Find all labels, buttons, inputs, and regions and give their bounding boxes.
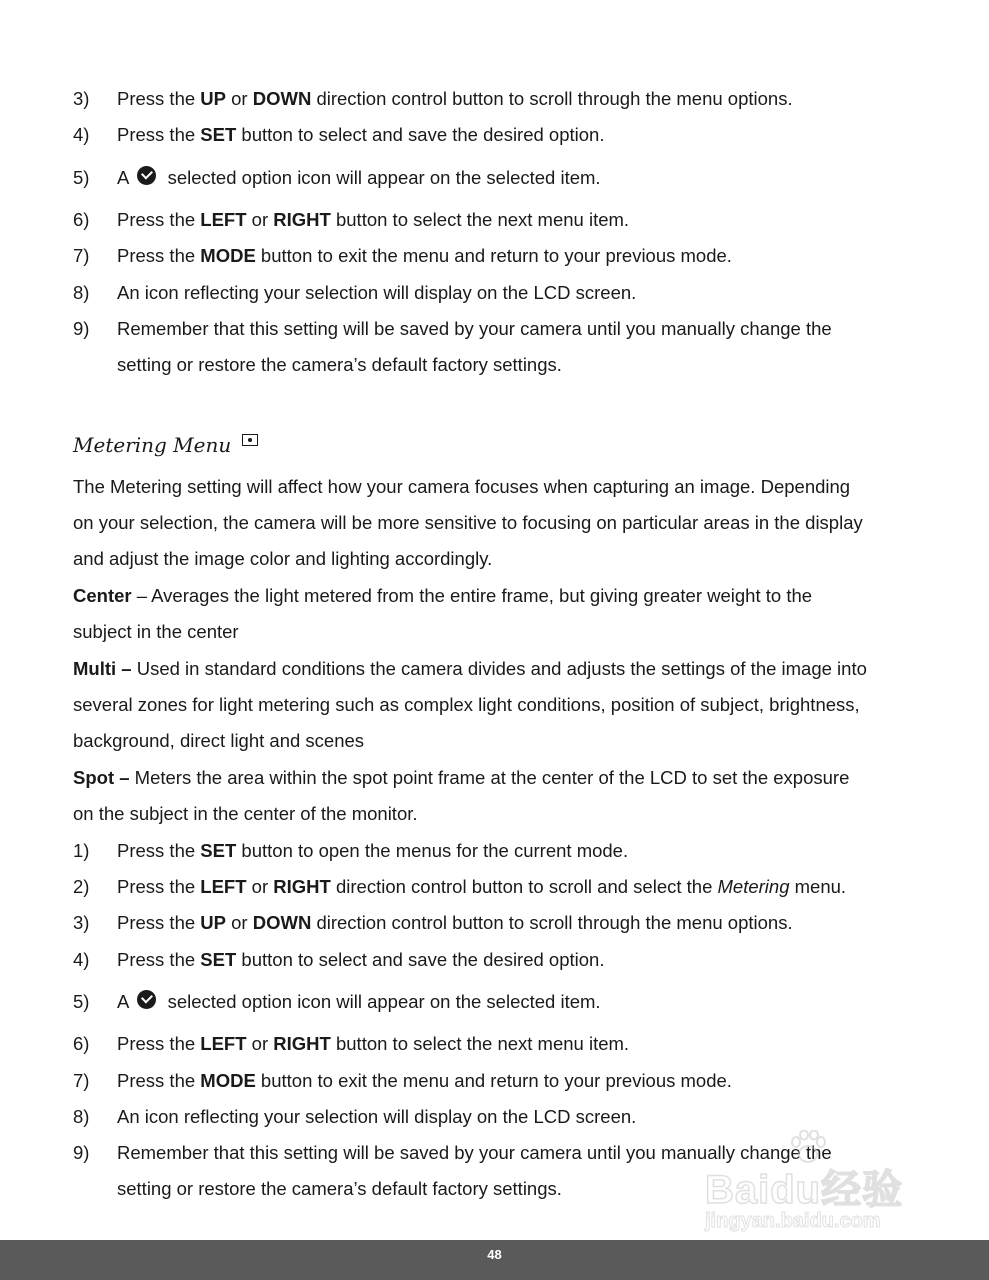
text-run: or: [246, 1033, 274, 1054]
text-run: button to open the menus for the current mode.: [236, 840, 629, 861]
text-run: or: [226, 88, 253, 109]
text-run: A: [117, 167, 134, 188]
text-run: button to select and save the desired option.: [236, 949, 605, 970]
metering-icon: [242, 434, 258, 446]
bold-text: DOWN: [252, 88, 312, 109]
text-run: button to exit the menu and return to your previous mode.: [255, 245, 732, 266]
text-run: Press the: [117, 1070, 201, 1091]
text-run: direction control button to scroll through the menu options.: [311, 88, 793, 109]
watermark-sub: jingyan.baidu.com: [705, 1210, 881, 1232]
paragraph-line: [73, 766, 849, 790]
paragraph-line: [73, 620, 239, 644]
bold-text: Center: [73, 585, 132, 606]
bold-text: Multi –: [73, 658, 132, 679]
paragraph-line: [73, 657, 867, 681]
step-number: 8): [73, 1106, 90, 1127]
step-number: 6): [73, 209, 90, 230]
step-number: 3): [73, 912, 90, 933]
text-run: An icon reflecting your selection will display on the LCD screen.: [117, 1106, 637, 1127]
text-run: selected option icon will appear on the selected item.: [162, 167, 601, 188]
bold-text: MODE: [200, 1070, 256, 1091]
step-number: 8): [73, 282, 90, 303]
text-run: Press the: [117, 245, 201, 266]
bold-text: RIGHT: [273, 209, 331, 230]
step-number: 2): [73, 876, 90, 897]
text-run: or: [226, 912, 253, 933]
bold-text: DOWN: [252, 912, 312, 933]
page-footer: [0, 1240, 989, 1280]
text-run: on the subject in the center of the monitor.: [73, 803, 418, 824]
text-run: button to select and save the desired option.: [236, 124, 605, 145]
step-text: [117, 244, 732, 268]
step-text: [117, 990, 601, 1014]
text-run: direction control button to scroll through the menu options.: [311, 912, 793, 933]
step-text: [117, 1177, 562, 1201]
bold-text: SET: [200, 124, 237, 145]
check-circle-icon: [137, 990, 156, 1009]
step-number: 5): [73, 991, 90, 1012]
watermark-main: Baidu经验: [705, 1168, 904, 1212]
paragraph-line: [73, 802, 418, 826]
step-text: [117, 948, 604, 972]
step-text: [117, 911, 793, 935]
paragraph-line: [73, 693, 860, 717]
text-run: direction control button to scroll and select the: [330, 876, 718, 897]
text-run: An icon reflecting your selection will display on the LCD screen.: [117, 282, 637, 303]
step-text: [117, 123, 604, 147]
step-number: 9): [73, 318, 90, 339]
step-number: 7): [73, 245, 90, 266]
step-text: [117, 839, 628, 863]
step-text: [117, 875, 846, 899]
text-run: setting or restore the camera’s default factory settings.: [117, 1178, 562, 1199]
bold-text: Spot –: [73, 767, 130, 788]
step-text: [117, 1032, 629, 1056]
text-run: Remember that this setting will be saved by your camera until you manually change the: [117, 318, 832, 339]
paragraph-line: [73, 547, 492, 571]
bold-text: LEFT: [200, 1033, 247, 1054]
text-run: Press the: [117, 1033, 201, 1054]
text-run: button to exit the menu and return to your previous mode.: [255, 1070, 732, 1091]
step-number: 1): [73, 840, 90, 861]
text-run: background, direct light and scenes: [73, 730, 365, 751]
step-text: [117, 281, 636, 305]
bold-text: MODE: [200, 245, 256, 266]
text-run: several zones for light metering such as complex light conditions, position of subject, brightness,: [73, 694, 860, 715]
bold-text: LEFT: [200, 209, 247, 230]
step-number: 4): [73, 124, 90, 145]
check-circle-icon: [137, 166, 156, 185]
text-run: or: [246, 876, 274, 897]
bold-text: SET: [200, 840, 237, 861]
text-run: selected option icon will appear on the selected item.: [162, 991, 601, 1012]
step-text: [117, 87, 793, 111]
text-run: button to select the next menu item.: [330, 209, 630, 230]
bold-text: RIGHT: [273, 876, 331, 897]
step-text: [117, 317, 832, 341]
text-run: A: [117, 991, 134, 1012]
step-text: [117, 353, 562, 377]
paragraph-line: [73, 511, 863, 535]
text-run: Meters the area within the spot point frame at the center of the LCD to set the exposure: [129, 767, 850, 788]
text-run: The Metering setting will affect how your camera focuses when capturing an image. Depending: [73, 476, 851, 497]
section-title: Metering Menu: [73, 433, 232, 457]
text-run: Press the: [117, 912, 201, 933]
step-number: 6): [73, 1033, 90, 1054]
step-number: 3): [73, 88, 90, 109]
text-run: Press the: [117, 124, 201, 145]
italic-text: Metering: [717, 876, 790, 897]
bold-text: RIGHT: [273, 1033, 331, 1054]
text-run: on your selection, the camera will be more sensitive to focusing on particular areas in the display: [73, 512, 863, 533]
step-number: 4): [73, 949, 90, 970]
text-run: Used in standard conditions the camera divides and adjusts the settings of the image into: [131, 658, 867, 679]
text-run: subject in the center: [73, 621, 239, 642]
text-run: Press the: [117, 949, 201, 970]
paragraph-line: [73, 729, 364, 753]
text-run: – Averages the light metered from the entire frame, but giving greater weight to the: [131, 585, 813, 606]
step-number: 9): [73, 1142, 90, 1163]
bold-text: UP: [200, 88, 226, 109]
text-run: Press the: [117, 209, 201, 230]
text-run: Remember that this setting will be saved by your camera until you manually change the: [117, 1142, 832, 1163]
baidu-watermark: [700, 1130, 940, 1240]
text-run: Press the: [117, 876, 201, 897]
step-text: [117, 166, 601, 190]
text-run: button to select the next menu item.: [330, 1033, 630, 1054]
bold-text: UP: [200, 912, 226, 933]
text-run: or: [246, 209, 274, 230]
step-text: [117, 1105, 636, 1129]
paragraph-line: [73, 584, 812, 608]
step-text: [117, 208, 629, 232]
step-text: [117, 1069, 732, 1093]
step-number: 5): [73, 167, 90, 188]
text-run: Press the: [117, 88, 201, 109]
step-number: 7): [73, 1070, 90, 1091]
text-run: setting or restore the camera’s default factory settings.: [117, 354, 562, 375]
bold-text: SET: [200, 949, 237, 970]
text-run: menu.: [789, 876, 847, 897]
paragraph-line: [73, 475, 850, 499]
page-number: 48: [487, 1247, 502, 1262]
text-run: and adjust the image color and lighting accordingly.: [73, 548, 493, 569]
text-run: Press the: [117, 840, 201, 861]
bold-text: LEFT: [200, 876, 247, 897]
